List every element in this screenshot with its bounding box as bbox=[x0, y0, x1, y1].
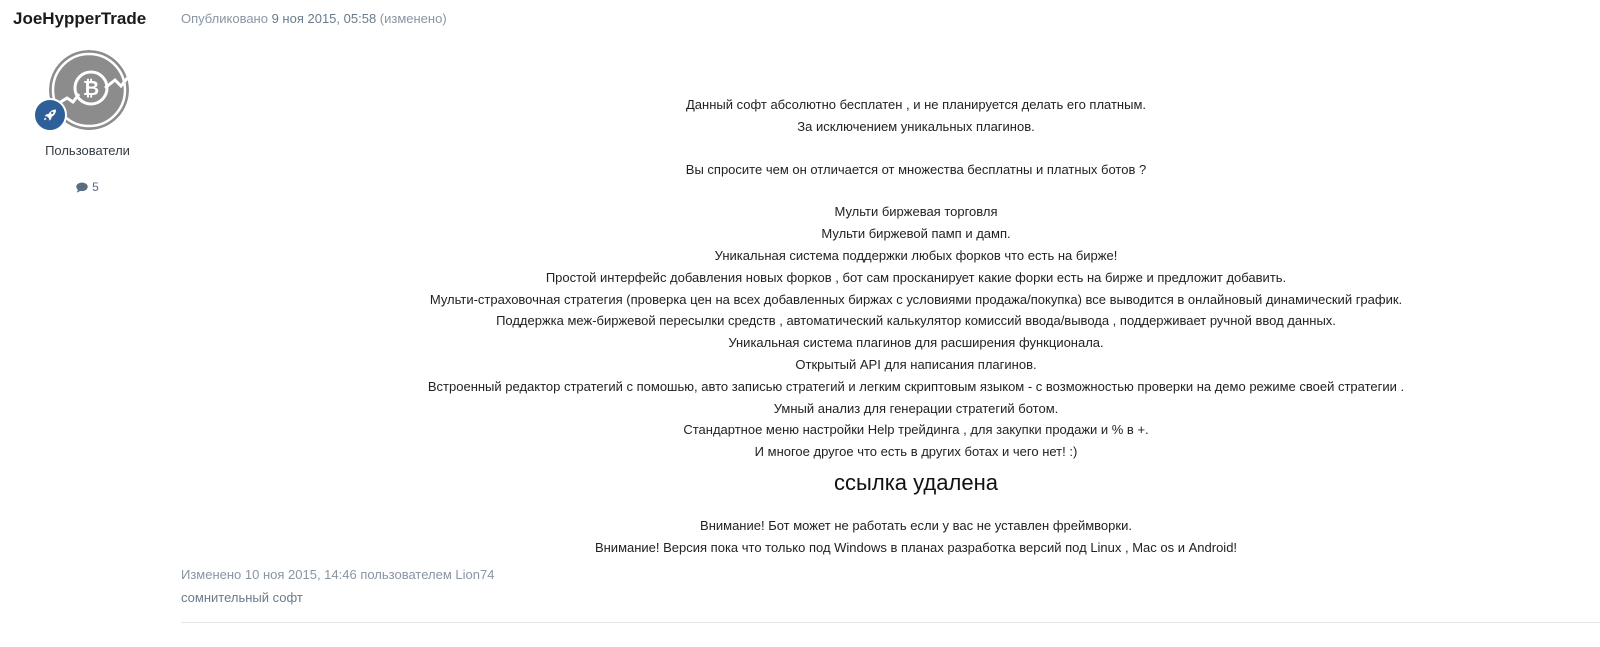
feature-item: Стандартное меню настройки Help трейдинга , для закупки продажи и % в +. bbox=[683, 422, 1149, 438]
feature-item: Умный анализ для генерации стратегий ботом. bbox=[773, 400, 1059, 416]
feature-item: Встроенный редактор стратегий с помошью, авто записью стратегий и легким скриптовым языком - с возможностью проверки на демо режиме своей стратегии . bbox=[427, 378, 1405, 394]
feature-item: Открытый API для написания плагинов. bbox=[795, 356, 1037, 372]
author-name-link[interactable]: JoeHypperTrade bbox=[13, 9, 147, 28]
post-date-link[interactable]: 9 ноя 2015, 05:58 bbox=[271, 11, 377, 26]
spacer bbox=[181, 138, 1600, 159]
post-content bbox=[181, 94, 1600, 559]
content-line: Вы спросите чем он отличается от множества бесплатны и платных ботов ? bbox=[685, 161, 1147, 177]
feature-item: И многое другое что есть в других ботах и чего нет! :) bbox=[754, 444, 1078, 460]
user-group: Пользователи bbox=[45, 143, 130, 158]
content-line: Данный софт абсолютно бесплатен , и не планируется делать его платным. bbox=[685, 97, 1147, 112]
meta-prefix: Опубликовано bbox=[181, 11, 272, 26]
link-removed-notice: ссылка удалена bbox=[834, 469, 998, 495]
avatar-container bbox=[33, 50, 133, 136]
post-count-value: 5 bbox=[92, 180, 99, 194]
feature-item: Простой интерфейс добавления новых форков , бот сам просканирует какие форки есть на бирже и предложит добавить. bbox=[545, 269, 1287, 285]
spacer bbox=[181, 180, 1600, 201]
content-line: За исключением уникальных плагинов. bbox=[797, 118, 1035, 134]
edit-info bbox=[181, 563, 494, 609]
svg-text:₿: ₿ bbox=[82, 76, 100, 100]
feature-item: Поддержка меж-биржевой пересылки средств , автоматический калькулятор комиссий ввода/вывода , поддерживает ручной ввод данных. bbox=[496, 313, 1336, 329]
feature-item: Уникальная система плагинов для расширения функционала. bbox=[728, 335, 1104, 351]
feature-item: Мульти биржевая торговля bbox=[834, 204, 998, 220]
warning-line: Внимание! Версия пока что только под Windows в планах разработка версий под Linux , Mac os и Android! bbox=[594, 539, 1238, 555]
feature-item: Мульти-страховочная стратегия (проверка цен на всех добавленных биржах с условиями продажа/покупка) все выводится в онлайновый динамический график. bbox=[429, 291, 1403, 307]
spacer bbox=[181, 503, 1600, 515]
post-meta bbox=[181, 11, 447, 26]
warning-line: Внимание! Бот может не работать если у вас не уставлен фреймворки. bbox=[700, 517, 1132, 533]
feature-item: Уникальная система поддержки любых форков что есть на бирже! bbox=[714, 247, 1118, 263]
edited-by: Изменено 10 ноя 2015, 14:46 пользователем Lion74 bbox=[181, 567, 495, 582]
rocket-icon bbox=[42, 107, 58, 123]
edit-reason: сомнительный софт bbox=[181, 590, 303, 605]
post-count[interactable] bbox=[0, 180, 175, 194]
feature-item: Мульти биржевой памп и дамп. bbox=[821, 226, 1011, 242]
rank-badge bbox=[33, 98, 67, 132]
divider bbox=[181, 622, 1600, 623]
meta-edited-flag: (изменено) bbox=[376, 11, 447, 26]
comment-icon bbox=[76, 182, 88, 193]
